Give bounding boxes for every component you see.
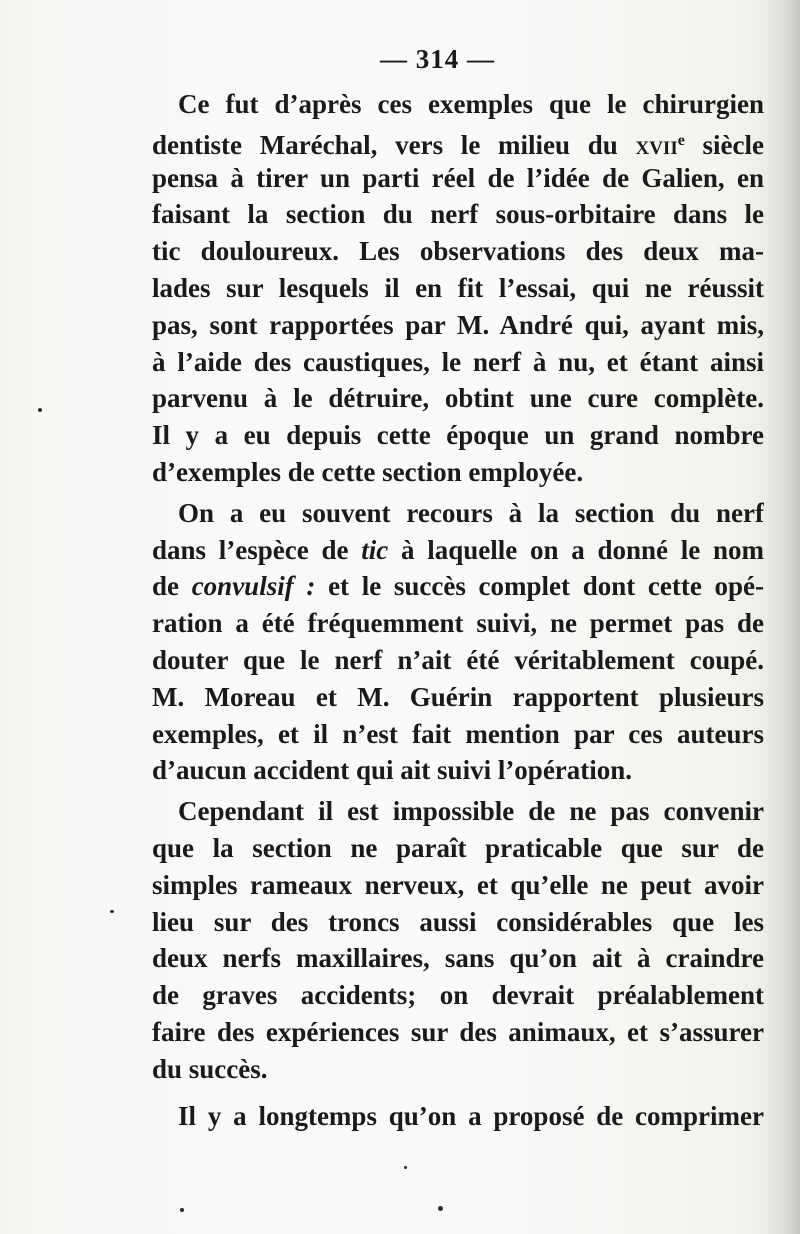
text-line: lades sur lesquels il en fit l’essai, qui ne réussit	[152, 272, 764, 303]
text-line: On a eu souvent recours à la section du nerf	[178, 497, 764, 528]
text-line: Cependant il est impossible de ne pas convenir	[178, 796, 764, 827]
paragraph-4	[152, 1098, 764, 1135]
text-line: du succès.	[152, 1053, 268, 1084]
print-speck	[180, 1208, 184, 1212]
text-line: que la section ne paraît praticable que sur de	[152, 832, 764, 863]
paragraph-2	[152, 495, 764, 789]
body-text	[152, 86, 764, 1134]
text-line: de graves accidents; on devrait préalablement	[152, 980, 764, 1011]
century-superscript: e	[677, 131, 685, 149]
text-fragment: dans l’espèce de	[152, 534, 349, 565]
text-line: M. Moreau et M. Guérin rapportent plusieurs	[152, 681, 764, 712]
text-line: parvenu à le détruire, obtint une cure complète.	[152, 383, 764, 414]
italic-term: convulsif :	[191, 571, 316, 602]
text-fragment: à laquelle on a donné le nom	[400, 534, 764, 565]
text-line: ration a été fréquemment suivi, ne permet pas de	[152, 608, 764, 639]
text-line: douter que le nerf n’ait été véritablement coupé.	[152, 644, 764, 675]
century-roman: xvii	[635, 129, 678, 160]
text-line: faire des expériences sur des animaux, et s’assurer	[152, 1016, 764, 1047]
page-number: — 314 —	[380, 44, 495, 74]
print-speck	[404, 1166, 407, 1169]
print-speck	[110, 910, 114, 913]
text-line	[152, 568, 764, 605]
text-line: deux nerfs maxillaires, sans qu’on ait à craindre	[152, 943, 764, 974]
text-line: d’aucun accident qui ait suivi l’opération.	[152, 755, 633, 786]
italic-term: tic	[361, 534, 389, 565]
text-line: Il y a longtemps qu’on a proposé de comprimer	[178, 1100, 764, 1131]
text-line	[152, 532, 764, 569]
text-line: pensa à tirer un parti réel de l’idée de Galien, en	[152, 162, 764, 193]
text-line: faisant la section du nerf sous-orbitaire dans le	[152, 199, 764, 230]
text-fragment: dentiste Maréchal, vers le milieu du	[152, 129, 618, 160]
text-line: Il y a eu depuis cette époque un grand nombre	[152, 420, 764, 451]
paragraph-1	[152, 86, 764, 491]
print-speck	[438, 1206, 443, 1211]
text-line: à l’aide des caustiques, le nerf à nu, et étant ainsi	[152, 346, 764, 377]
text-line: exemples, et il n’est fait mention par ces auteurs	[152, 718, 764, 749]
text-line: lieu sur des troncs aussi considérables que les	[152, 906, 764, 937]
paragraph-3	[152, 793, 764, 1087]
text-line: pas, sont rapportées par M. André qui, ayant mis,	[152, 309, 764, 340]
text-fragment: et le succès complet dont cette opé-	[328, 571, 764, 602]
text-line: simples rameaux nerveux, et qu’elle ne peut avoir	[152, 869, 764, 900]
text-line: tic douloureux. Les observations des deux ma-	[152, 236, 764, 267]
text-line	[152, 123, 764, 160]
text-fragment: de	[152, 571, 179, 602]
text-line: Ce fut d’après ces exemples que le chirurgien	[178, 89, 764, 119]
text-line: d’exemples de cette section employée.	[152, 456, 584, 487]
page-edge-shadow	[766, 0, 800, 1234]
print-speck	[38, 408, 42, 412]
text-fragment: siècle	[702, 129, 764, 160]
